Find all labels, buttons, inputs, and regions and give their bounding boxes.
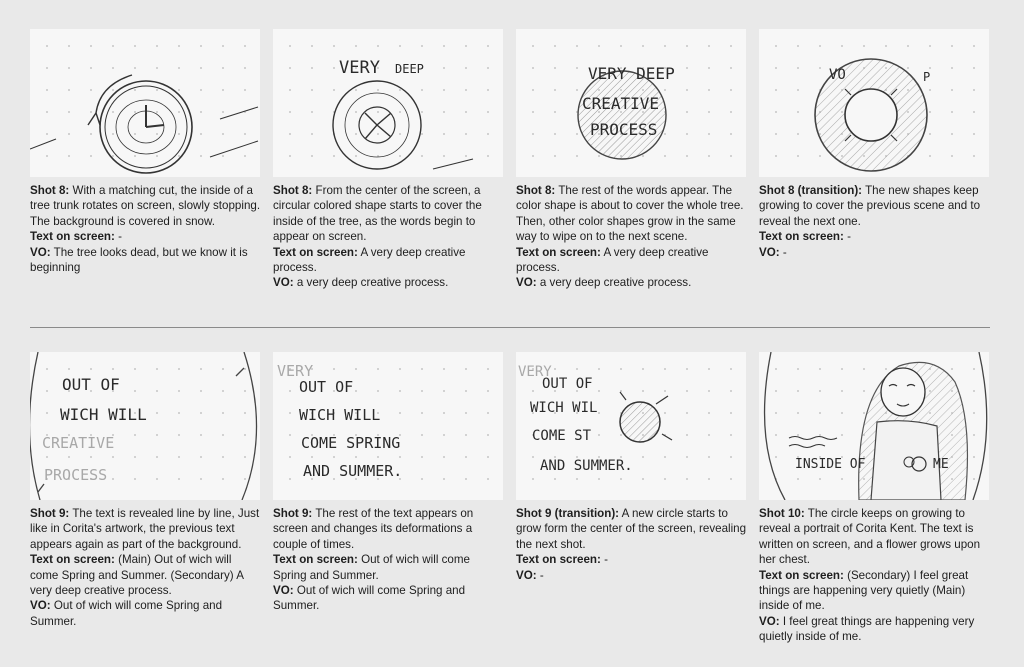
vo-value: a very deep creative process. <box>296 276 449 290</box>
shot-caption <box>30 183 262 275</box>
shot-description: The rest of the words appear. The color shape is about to cover the whole tree. Then, other color shapes grow in the same way to wipe on to the next scene. <box>516 184 744 244</box>
sketch-text-out-of: OUT OF <box>299 378 354 396</box>
rest-text-sketch <box>273 352 503 500</box>
storyboard-panel-8 <box>759 352 989 645</box>
shot-description: The text is revealed line by line, Just like in Corita's artwork, the previous text appears again as part of the background. <box>30 507 260 551</box>
text-on-screen-value: A very deep creative process. <box>273 245 466 275</box>
storyboard-panel-7 <box>516 352 746 583</box>
sketch-text-deep: DEEP <box>395 62 424 76</box>
text-on-screen-label: Text on screen: <box>759 230 844 244</box>
shot-description: The circle keeps on growing to reveal a portrait of Corita Kent. The text is written on screen, and a flower grows upon her chest. <box>759 507 981 567</box>
shot-number: Shot 9: <box>273 507 313 520</box>
vo-label: VO: <box>759 245 780 259</box>
sketch-transition-ring <box>759 29 989 177</box>
text-on-screen-value: (Main) Out of wich will come Spring and Summer. (Secondary) A very deep creative process. <box>30 553 244 598</box>
sketch-words-appear <box>516 29 746 177</box>
ring-sketch <box>759 29 989 177</box>
text-on-screen-label: Text on screen: <box>30 553 115 567</box>
sketch-text-wich-wil: WICH WIL <box>530 400 598 416</box>
vo-value: I feel great things are happening very quietly inside of me. <box>759 614 975 644</box>
sketch-text-and-summer: AND SUMMER. <box>540 458 633 474</box>
shot-description: From the center of the screen, a circular colored shape starts to cover the inside of the tree, as the words begin to appear on screen. <box>273 184 482 244</box>
text-on-screen-value: - <box>847 230 851 244</box>
shot-description: A new circle starts to grow form the center of the screen, revealing the next shot. <box>516 507 747 551</box>
words-circle-sketch <box>516 29 746 177</box>
text-on-screen-value: - <box>118 230 122 244</box>
storyboard-panel-3 <box>516 29 746 291</box>
shot-caption <box>759 183 991 260</box>
vo-label: VO: <box>759 614 780 628</box>
sketch-text-process-faded: PROCESS <box>44 466 108 484</box>
shot-description: With a matching cut, the inside of a tree trunk rotates on screen, slowly stopping. The background is covered in snow. <box>30 184 261 228</box>
sketch-text-wich-will: WICH WILL <box>299 406 381 424</box>
sketch-text-out-of: OUT OF <box>62 375 120 394</box>
sketch-text-come-spring: COME SPRING <box>301 434 401 452</box>
shot-caption <box>516 183 748 291</box>
vo-label: VO: <box>273 584 294 598</box>
storyboard-panel-6 <box>273 352 503 614</box>
storyboard-panel-5 <box>30 352 260 629</box>
vo-label: VO: <box>30 245 51 259</box>
sketch-circle-start <box>273 29 503 177</box>
text-on-screen-value: A very deep creative process. <box>516 245 709 275</box>
sketch-text-very-faded: VERY <box>277 362 314 380</box>
shot-caption <box>273 506 505 614</box>
shot-number: Shot 8: <box>30 184 70 197</box>
sketch-text-very-faded: VERY <box>518 364 552 380</box>
sketch-text-and-summer: AND SUMMER. <box>303 462 403 480</box>
text-on-screen-label: Text on screen: <box>759 568 844 582</box>
sketch-text-creative: CREATIVE <box>582 94 660 113</box>
vo-value: Out of wich will come Spring and Summer. <box>30 599 223 628</box>
text-on-screen-label: Text on screen: <box>30 230 115 244</box>
vo-value: Out of wich will come Spring and Summer. <box>273 584 466 613</box>
shot-number: Shot 8: <box>273 184 313 197</box>
sketch-text-me: ME <box>933 457 949 472</box>
vo-value: - <box>539 568 544 582</box>
vo-value: The tree looks dead, but we know it is beginning <box>30 245 248 275</box>
sketch-text-very: VERY <box>339 58 380 78</box>
sketch-text-p: P <box>923 70 931 84</box>
text-on-screen-value: - <box>604 553 608 567</box>
sketch-text-vo: VO <box>829 67 846 83</box>
sketch-new-circle <box>516 352 746 500</box>
storyboard-panel-1 <box>30 29 260 275</box>
vo-label: VO: <box>273 276 294 290</box>
new-circle-sketch <box>516 352 746 500</box>
text-on-screen-label: Text on screen: <box>273 553 358 567</box>
text-on-screen-label: Text on screen: <box>516 553 601 567</box>
vo-value: - <box>782 245 787 259</box>
portrait-sketch <box>759 352 989 500</box>
sketch-tree-rotating <box>30 29 260 177</box>
vo-label: VO: <box>516 276 537 290</box>
tree-trunk-sketch <box>30 29 260 177</box>
sketch-text-wich-will: WICH WILL <box>60 405 147 424</box>
text-on-screen-value: Out of wich will come Spring and Summer. <box>273 553 470 582</box>
shot-number: Shot 9 (transition): <box>516 507 620 520</box>
text-on-screen-label: Text on screen: <box>516 245 601 259</box>
row-divider <box>30 327 990 328</box>
shot-caption <box>30 506 262 629</box>
sketch-text-creative-faded: CREATIVE <box>42 434 115 452</box>
sketch-text-out-of: OUT OF <box>542 376 593 392</box>
sketch-text-process: PROCESS <box>590 120 658 139</box>
circle-shape-sketch <box>273 29 503 177</box>
sketch-text-reveal <box>30 352 260 500</box>
shot-number: Shot 10: <box>759 507 805 520</box>
vo-value: a very deep creative process. <box>539 276 692 290</box>
vo-label: VO: <box>30 599 51 613</box>
shot-caption <box>759 506 991 645</box>
sketch-rest-text <box>273 352 503 500</box>
vo-label: VO: <box>516 568 537 582</box>
shot-description: The rest of the text appears on screen and changes its deformations a couple of times. <box>273 507 474 551</box>
shot-number: Shot 8: <box>516 184 556 197</box>
shot-description: The new shapes keep growing to cover the previous scene and to reveal the next one. <box>759 184 981 228</box>
shot-caption <box>273 183 505 291</box>
sketch-portrait <box>759 352 989 500</box>
text-on-screen-value: (Secondary) I feel great things are happening very quietly (Main) inside of me. <box>759 568 969 613</box>
shot-caption <box>516 506 748 583</box>
text-reveal-sketch <box>30 352 260 500</box>
text-on-screen-label: Text on screen: <box>273 245 358 259</box>
sketch-text-inside-of: INSIDE OF <box>795 457 866 472</box>
shot-number: Shot 8 (transition): <box>759 184 863 197</box>
shot-number: Shot 9: <box>30 507 70 520</box>
sketch-text-very-deep: VERY DEEP <box>588 64 675 83</box>
storyboard-panel-4 <box>759 29 989 260</box>
sketch-text-come-st: COME ST <box>532 428 592 444</box>
storyboard-panel-2 <box>273 29 503 291</box>
